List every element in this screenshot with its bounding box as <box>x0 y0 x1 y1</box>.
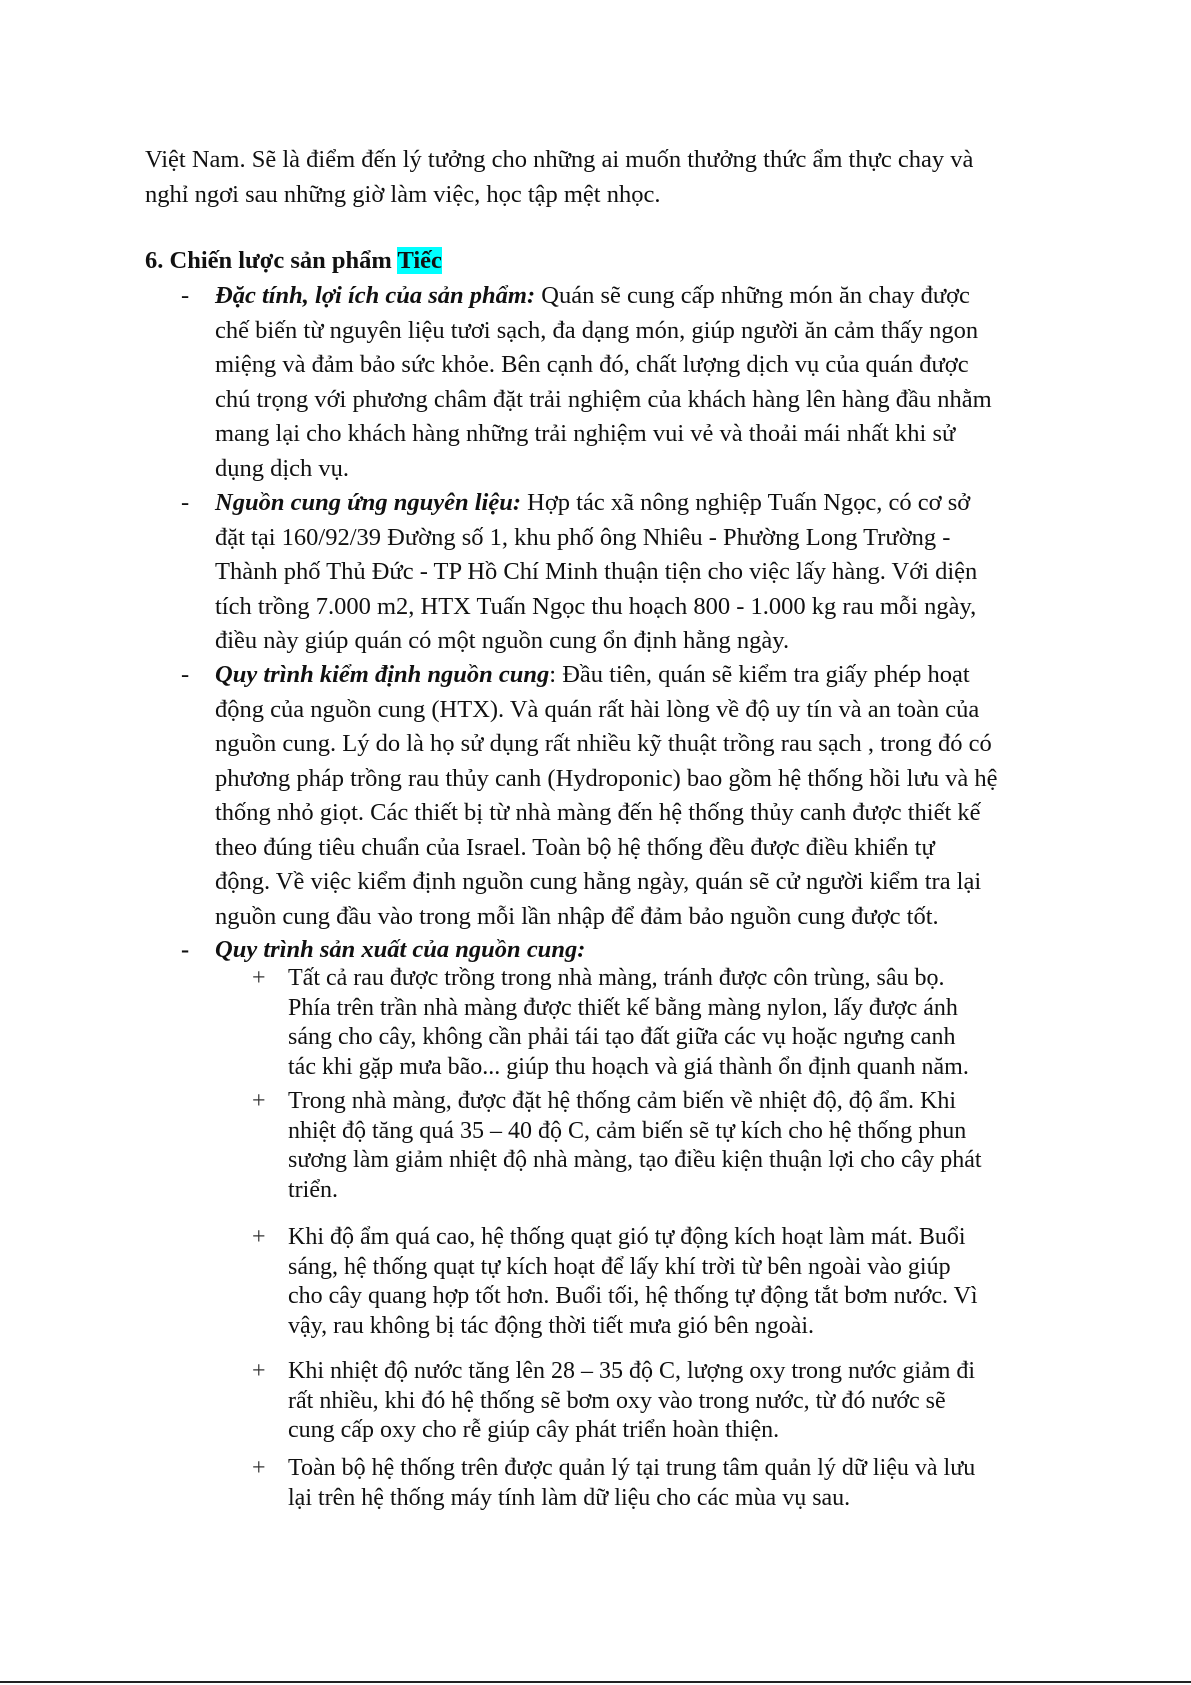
list-item-product-benefits <box>215 279 1055 486</box>
bullet-dash: - <box>181 489 190 516</box>
item-line: triển. <box>288 1177 338 1204</box>
item-line: động. Về việc kiểm định nguồn cung hằng ngày, quán sẽ cử người kiểm tra lại <box>215 868 982 895</box>
list-item-supply-inspection <box>215 658 1055 934</box>
item-line: sáng, hệ thống quạt tự kích hoạt để lấy khí trời từ bên ngoài vào giúp <box>288 1253 951 1280</box>
item-line: điều này giúp quán có một nguồn cung ổn định hằng ngày. <box>215 627 790 654</box>
item-line: theo đúng tiêu chuẩn của Israel. Toàn bộ hệ thống đều được điều khiển tự <box>215 833 935 861</box>
item-line: vậy, rau không bị tác động thời tiết mưa gió bên ngoài. <box>288 1313 815 1340</box>
item-line: nhiệt độ tăng quá 35 – 40 độ C, cảm biến sẽ tự kích cho hệ thống phun <box>288 1117 967 1144</box>
item-lead: Đặc tính, lợi ích của sản phẩm: <box>215 282 536 309</box>
intro-line-1: Việt Nam. Sẽ là điểm đến lý tưởng cho những ai muốn thưởng thức ẩm thực chay và <box>145 146 974 173</box>
item-line: Phía trên trần nhà màng được thiết kế bằng màng nylon, lấy được ánh <box>288 994 958 1021</box>
bullet-plus: + <box>252 1358 266 1384</box>
list-item-production-process <box>215 933 1055 968</box>
item-line: Tất cả rau được trồng trong nhà màng, tránh được côn trùng, sâu bọ. <box>288 965 945 991</box>
item-line: cho cây quang hợp tốt hơn. Buổi tối, hệ thống tự động tắt bơm nước. Vì <box>288 1283 978 1310</box>
intro-paragraph <box>145 143 1045 212</box>
bullet-plus: + <box>252 1455 266 1481</box>
bullet-dash: - <box>181 661 190 688</box>
list-item-ingredient-supply <box>215 486 1055 659</box>
section-heading <box>145 246 442 276</box>
item-line: sương làm giảm nhiệt độ nhà màng, tạo điều kiện thuận lợi cho cây phát <box>288 1147 982 1174</box>
item-line: cung cấp oxy cho rễ giúp cây phát triển hoàn thiện. <box>288 1417 780 1444</box>
item-line: nguồn cung đầu vào trong mỗi lần nhập để đảm bảo nguồn cung được tốt. <box>215 902 939 930</box>
item-lead: Nguồn cung ứng nguyên liệu: <box>215 489 522 516</box>
item-line: tích trồng 7.000 m2, HTX Tuấn Ngọc thu hoạch 800 - 1.000 kg rau mỗi ngày, <box>215 592 977 620</box>
item-line: : Đầu tiên, quán sẽ kiểm tra giấy phép hoạt <box>549 661 970 688</box>
item-line: rất nhiều, khi đó hệ thống sẽ bơm oxy vào trong nước, từ đó nước sẽ <box>288 1387 946 1414</box>
sub-item-data-center <box>288 1454 1048 1513</box>
bullet-dash: - <box>181 936 190 963</box>
bullet-plus: + <box>252 1224 266 1250</box>
bullet-plus: + <box>252 1088 266 1114</box>
section-title-prefix: 6. Chiến lược sản phẩm <box>145 247 398 274</box>
bullet-dash: - <box>181 282 190 309</box>
item-line: dụng dịch vụ. <box>215 454 350 482</box>
item-line: miệng và đảm bảo sức khỏe. Bên cạnh đó, chất lượng dịch vụ của quán được <box>215 351 969 378</box>
sub-item-water-oxygen <box>288 1357 1048 1446</box>
bullet-plus: + <box>252 965 266 991</box>
item-line: Hợp tác xã nông nghiệp Tuấn Ngọc, có cơ sở <box>521 489 971 516</box>
item-line: đặt tại 160/92/39 Đường số 1, khu phố ông Nhiêu - Phường Long Trường - <box>215 523 951 551</box>
sub-item-humidity-fans <box>288 1223 1048 1342</box>
item-line: lại trên hệ thống máy tính làm dữ liệu cho các mùa vụ sau. <box>288 1484 851 1511</box>
item-line: chú trọng với phương châm đặt trải nghiệm của khách hàng lên hàng đầu nhằm <box>215 385 992 413</box>
item-line: Toàn bộ hệ thống trên được quản lý tại trung tâm quản lý dữ liệu và lưu <box>288 1455 976 1481</box>
item-lead: Quy trình kiểm định nguồn cung <box>215 661 550 688</box>
page-bottom-border <box>0 1681 1191 1683</box>
item-line: Khi độ ẩm quá cao, hệ thống quạt gió tự động kích hoạt làm mát. Buổi <box>288 1224 966 1250</box>
item-line: động của nguồn cung (HTX). Và quán rất hài lòng về độ uy tín và an toàn của <box>215 695 980 723</box>
section-title-highlight: Tiếc <box>397 247 442 274</box>
item-line: chế biến từ nguyên liệu tươi sạch, đa dạng món, giúp người ăn cảm thấy ngon <box>215 316 979 344</box>
item-line: sáng cho cây, không cần phải tái tạo đất giữa các vụ hoặc ngưng canh <box>288 1024 956 1051</box>
item-line: tác khi gặp mưa bão... giúp thu hoạch và giá thành ổn định quanh năm. <box>288 1054 969 1081</box>
sub-item-greenhouse <box>288 964 1048 1083</box>
item-line: mang lại cho khách hàng những trải nghiệm vui vẻ và thoải mái nhất khi sử <box>215 420 956 447</box>
sub-item-sensors <box>288 1087 1048 1206</box>
item-line: Trong nhà màng, được đặt hệ thống cảm biến về nhiệt độ, độ ẩm. Khi <box>288 1088 957 1114</box>
item-line: nguồn cung. Lý do là họ sử dụng rất nhiều kỹ thuật trồng rau sạch , trong đó có <box>215 730 992 757</box>
item-lead: Quy trình sản xuất của nguồn cung: <box>215 936 586 963</box>
item-line: Quán sẽ cung cấp những món ăn chay được <box>535 282 970 309</box>
item-line: Thành phố Thủ Đức - TP Hồ Chí Minh thuận tiện cho việc lấy hàng. Với diện <box>215 558 978 585</box>
item-line: phương pháp trồng rau thủy canh (Hydroponic) bao gồm hệ thống hồi lưu và hệ <box>215 764 998 792</box>
item-line: Khi nhiệt độ nước tăng lên 28 – 35 độ C, lượng oxy trong nước giảm đi <box>288 1358 976 1384</box>
intro-line-2: nghỉ ngơi sau những giờ làm việc, học tập mệt nhọc. <box>145 180 661 208</box>
item-line: thống nhỏ giọt. Các thiết bị từ nhà màng đến hệ thống thủy canh được thiết kế <box>215 799 981 826</box>
